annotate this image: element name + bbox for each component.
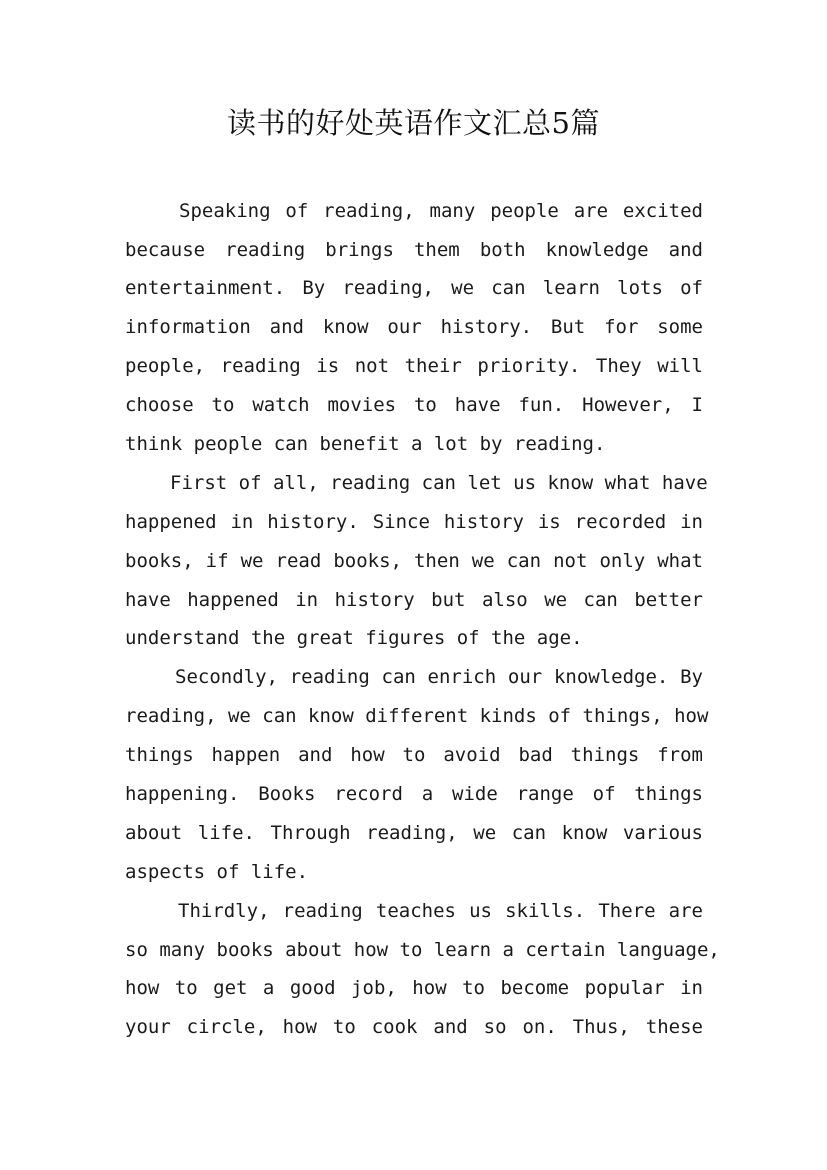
- paragraph-4-line-4: your circle, how to cook and so on. Thus, these: [125, 1016, 703, 1038]
- paragraph-2-line-4: have happened in history but also we can better: [125, 589, 703, 611]
- paragraph-3-line-5: about life. Through reading, we can know various: [125, 822, 703, 844]
- paragraph-1-line-4: information and know our history. But for some: [125, 316, 703, 338]
- paragraph-2-line-5: understand the great figures of the age.: [125, 627, 583, 649]
- paragraph-3-line-2: reading, we can know different kinds of things, how: [125, 705, 709, 727]
- paragraph-4-line-1: Thirdly, reading teaches us skills. There are: [178, 900, 703, 922]
- paragraph-1-line-1: Speaking of reading, many people are excited: [179, 200, 703, 222]
- paragraph-3-line-1: Secondly, reading can enrich our knowledge. By: [175, 666, 703, 688]
- paragraph-3-line-4: happening. Books record a wide range of things: [125, 783, 703, 805]
- paragraph-2-line-3: books, if we read books, then we can not only what: [125, 550, 703, 572]
- document-title: 读书的好处英语作文汇总5篇: [227, 106, 600, 140]
- paragraph-1-line-6: choose to watch movies to have fun. However, I: [125, 394, 703, 416]
- paragraph-1-line-2: because reading brings them both knowledge and: [125, 239, 703, 261]
- paragraph-2-line-1: First of all, reading can let us know what have: [170, 472, 708, 494]
- paragraph-1-line-7: think people can benefit a lot by reading.: [125, 433, 606, 455]
- paragraph-2-line-2: happened in history. Since history is recorded in: [125, 511, 703, 533]
- paragraph-1-line-3: entertainment. By reading, we can learn lots of: [125, 277, 703, 299]
- paragraph-1-line-5: people, reading is not their priority. They will: [125, 355, 703, 377]
- paragraph-3-line-3: things happen and how to avoid bad things from: [125, 744, 703, 766]
- paragraph-3-line-6: aspects of life.: [125, 861, 309, 883]
- paragraph-4-line-3: how to get a good job, how to become popular in: [125, 977, 703, 999]
- paragraph-4-line-2: so many books about how to learn a certain language,: [125, 939, 720, 961]
